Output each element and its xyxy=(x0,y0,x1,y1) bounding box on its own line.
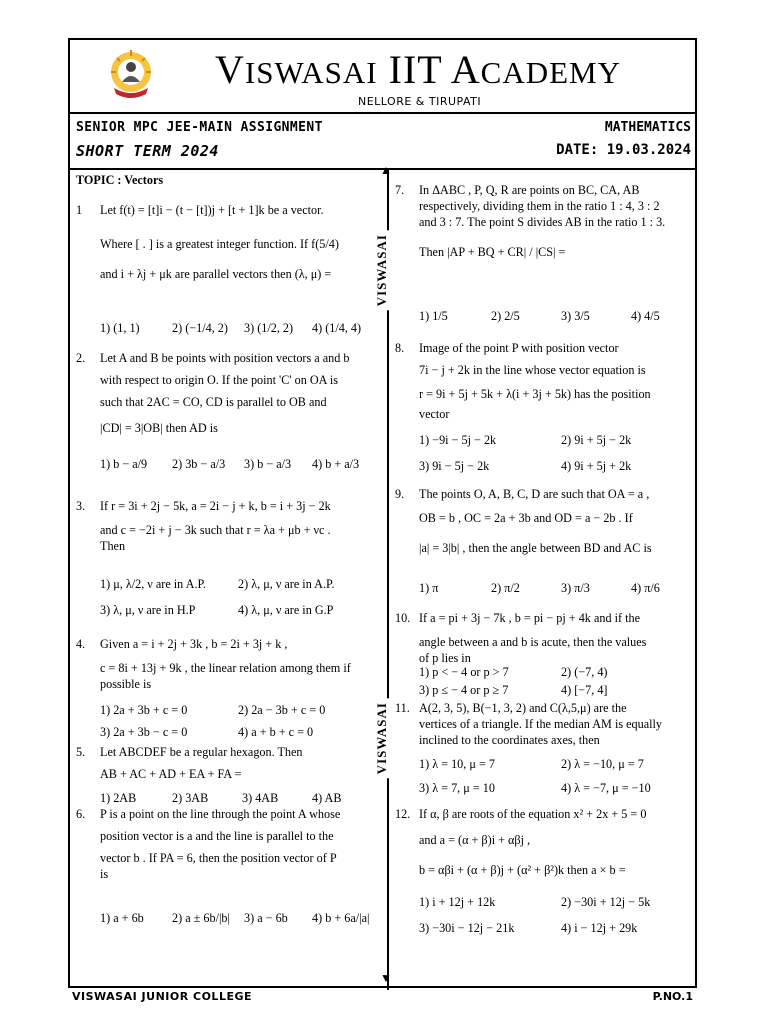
question-number: 6. xyxy=(76,807,86,821)
option-1: 1) π xyxy=(419,581,439,595)
academy-logo-icon xyxy=(106,50,156,100)
assignment-title: SENIOR MPC JEE-MAIN ASSIGNMENT xyxy=(76,120,323,135)
option-2: 2) (−1/4, 2) xyxy=(172,321,228,335)
question-line: |CD| = 3|OB| then AD is xyxy=(100,421,218,435)
option-2: 2) 9i + 5j − 2k xyxy=(561,433,632,447)
option-1: 1) 2a + 3b + c = 0 xyxy=(100,703,188,717)
option-3: 3) λ, μ, ν are in H.P xyxy=(100,603,196,617)
option-2: 2) 3AB xyxy=(172,791,209,805)
option-3: 3) λ = 7, μ = 10 xyxy=(419,781,495,795)
option-1: 1) b − a/9 xyxy=(100,457,148,471)
option-4: 4) b + a/3 xyxy=(312,457,360,471)
arrow-down-icon: ▼ xyxy=(380,971,392,985)
question-line: vector b . If PA = 6, then the position vector of P xyxy=(100,851,337,865)
option-4: 4) (1/4, 4) xyxy=(312,321,362,335)
header xyxy=(70,40,695,114)
question-line: OB = b , OC = 2a + 3b and OD = a − 2b . If xyxy=(419,511,633,525)
question-line: and i + λj + μk are parallel vectors then (λ, μ) = xyxy=(100,267,332,281)
question-line: A(2, 3, 5), B(−1, 3, 2) and C(λ,5,μ) are the xyxy=(419,701,627,715)
question-line: such that 2AC = CO, CD is parallel to OB and xyxy=(100,395,327,409)
option-2: 2) 2/5 xyxy=(491,309,520,323)
side-label-bottom: VISWASAI xyxy=(374,698,390,778)
question-line: 7i − j + 2k in the line whose vector equation is xyxy=(419,363,646,377)
term-title: SHORT TERM 2024 xyxy=(76,142,219,160)
question-line: Then xyxy=(100,539,126,553)
question-line: c = 8i + 13j + 9k , the linear relation among them if xyxy=(100,661,351,675)
question-line: and 3 : 7. The point S divides AB in the ratio 1 : 3. xyxy=(419,215,666,229)
option-2: 2) (−7, 4) xyxy=(561,665,608,679)
option-4: 4) b + 6a/|a| xyxy=(312,911,370,925)
question-line: Where [ . ] is a greatest integer function. If f(5/4) xyxy=(100,237,339,251)
option-1: 1) p < − 4 or p > 7 xyxy=(419,665,509,679)
option-1: 1) i + 12j + 12k xyxy=(419,895,496,909)
option-4: 4) 4/5 xyxy=(631,309,660,323)
academy-name: VISWASAI IIT ACADEMY xyxy=(215,47,622,92)
option-3: 3) a − 6b xyxy=(244,911,288,925)
date-text: DATE: 19.03.2024 xyxy=(556,142,691,158)
question-line: AB + AC + AD + EA + FA = xyxy=(100,767,242,781)
option-2: 2) a ± 6b/|b| xyxy=(172,911,230,925)
question-line: Then |AP + BQ + CR| / |CS| = xyxy=(419,245,566,259)
option-1: 1) μ, λ/2, ν are in A.P. xyxy=(100,577,206,591)
option-2: 2) π/2 xyxy=(491,581,520,595)
assignment-info-bar xyxy=(70,114,695,170)
question-number: 11. xyxy=(395,701,410,715)
question-number: 2. xyxy=(76,351,86,365)
option-3: 3) −30i − 12j − 21k xyxy=(419,921,515,935)
page-frame xyxy=(68,38,697,988)
question-line: The points O, A, B, C, D are such that OA = a , xyxy=(419,487,650,501)
question-line: of p lies in xyxy=(419,651,471,665)
option-4: 4) λ, μ, ν are in G.P xyxy=(238,603,334,617)
question-line: P is a point on the line through the point A whose xyxy=(100,807,341,821)
option-2: 2) −30i + 12j − 5k xyxy=(561,895,651,909)
question-line: b = αβi + (α + β)j + (α² + β²)k then a × b = xyxy=(419,863,626,877)
option-4: 4) π/6 xyxy=(631,581,660,595)
side-label-top: VISWASAI xyxy=(374,230,390,310)
question-line: possible is xyxy=(100,677,152,691)
question-number: 12. xyxy=(395,807,411,821)
question-line: Let f(t) = [t]i − (t − [t])j + [t + 1]k be a vector. xyxy=(100,203,324,217)
question-line: If a = pi + 3j − 7k , b = pi − pj + 4k and if the xyxy=(419,611,640,625)
question-number: 9. xyxy=(395,487,405,501)
question-number: 1 xyxy=(76,203,83,217)
option-4: 4) AB xyxy=(312,791,342,805)
question-number: 10. xyxy=(395,611,411,625)
question-line: Let ABCDEF be a regular hexagon. Then xyxy=(100,745,303,759)
option-3: 3) 9i − 5j − 2k xyxy=(419,459,490,473)
option-3: 3) 2a + 3b − c = 0 xyxy=(100,725,188,739)
college-name: VISWASAI JUNIOR COLLEGE xyxy=(72,990,253,1003)
option-3: 3) 4AB xyxy=(242,791,279,805)
question-number: 8. xyxy=(395,341,405,355)
option-2: 2) λ, μ, ν are in A.P. xyxy=(238,577,335,591)
option-1: 1) λ = 10, μ = 7 xyxy=(419,757,495,771)
option-2: 2) 2a − 3b + c = 0 xyxy=(238,703,326,717)
question-line: position vector is a and the line is parallel to the xyxy=(100,829,334,843)
question-line: If r = 3i + 2j − 5k, a = 2i − j + k, b = i + 3j − 2k xyxy=(100,499,331,513)
question-line: inclined to the coordinates axes, then xyxy=(419,733,600,747)
question-line: vertices of a triangle. If the median AM is equally xyxy=(419,717,662,731)
topic-heading: TOPIC : Vectors xyxy=(76,173,164,187)
location-text: NELLORE & TIRUPATI xyxy=(358,95,482,108)
question-line: Image of the point P with position vector xyxy=(419,341,619,355)
option-2: 2) 3b − a/3 xyxy=(172,457,226,471)
option-1: 1) −9i − 5j − 2k xyxy=(419,433,497,447)
question-line: Given a = i + 2j + 3k , b = 2i + 3j + k , xyxy=(100,637,288,651)
option-4: 4) 9i + 5j + 2k xyxy=(561,459,632,473)
option-1: 1) 2AB xyxy=(100,791,137,805)
arrow-up-icon: ▲ xyxy=(380,163,392,177)
question-line: r = 9i + 5j + 5k + λ(i + 3j + 5k) has the position xyxy=(419,387,651,401)
option-1: 1) (1, 1) xyxy=(100,321,140,335)
question-line: angle between a and b is acute, then the values xyxy=(419,635,647,649)
option-3: 3) p ≤ − 4 or p ≥ 7 xyxy=(419,683,509,697)
option-4: 4) i − 12j + 29k xyxy=(561,921,638,935)
question-number: 7. xyxy=(395,183,405,197)
option-2: 2) λ = −10, μ = 7 xyxy=(561,757,644,771)
question-number: 4. xyxy=(76,637,86,651)
option-1: 1) 1/5 xyxy=(419,309,448,323)
option-3: 3) b − a/3 xyxy=(244,457,292,471)
option-4: 4) λ = −7, μ = −10 xyxy=(561,781,651,795)
question-line: In ΔABC , P, Q, R are points on BC, CA, AB xyxy=(419,183,640,197)
subject-title: MATHEMATICS xyxy=(604,120,691,135)
option-3: 3) 3/5 xyxy=(561,309,590,323)
question-line: If α, β are roots of the equation x² + 2x + 5 = 0 xyxy=(419,807,647,821)
question-line: and c = −2i + j − 3k such that r = λa + μb + νc . xyxy=(100,523,331,537)
option-4: 4) a + b + c = 0 xyxy=(238,725,314,739)
page-number: P.NO.1 xyxy=(652,990,693,1003)
option-3: 3) (1/2, 2) xyxy=(244,321,294,335)
question-line: with respect to origin O. If the point 'C' on OA is xyxy=(100,373,338,387)
question-line: Let A and B be points with position vectors a and b xyxy=(100,351,350,365)
question-line: |a| = 3|b| , then the angle between BD and AC is xyxy=(419,541,652,555)
question-number: 3. xyxy=(76,499,86,513)
question-line: is xyxy=(100,867,109,881)
question-line: and a = (α + β)i + αβj , xyxy=(419,833,531,847)
option-1: 1) a + 6b xyxy=(100,911,144,925)
option-4: 4) [−7, 4] xyxy=(561,683,608,697)
option-3: 3) π/3 xyxy=(561,581,590,595)
question-number: 5. xyxy=(76,745,86,759)
question-line: vector xyxy=(419,407,450,421)
question-line: respectively, dividing them in the ratio 1 : 4, 3 : 2 xyxy=(419,199,660,213)
